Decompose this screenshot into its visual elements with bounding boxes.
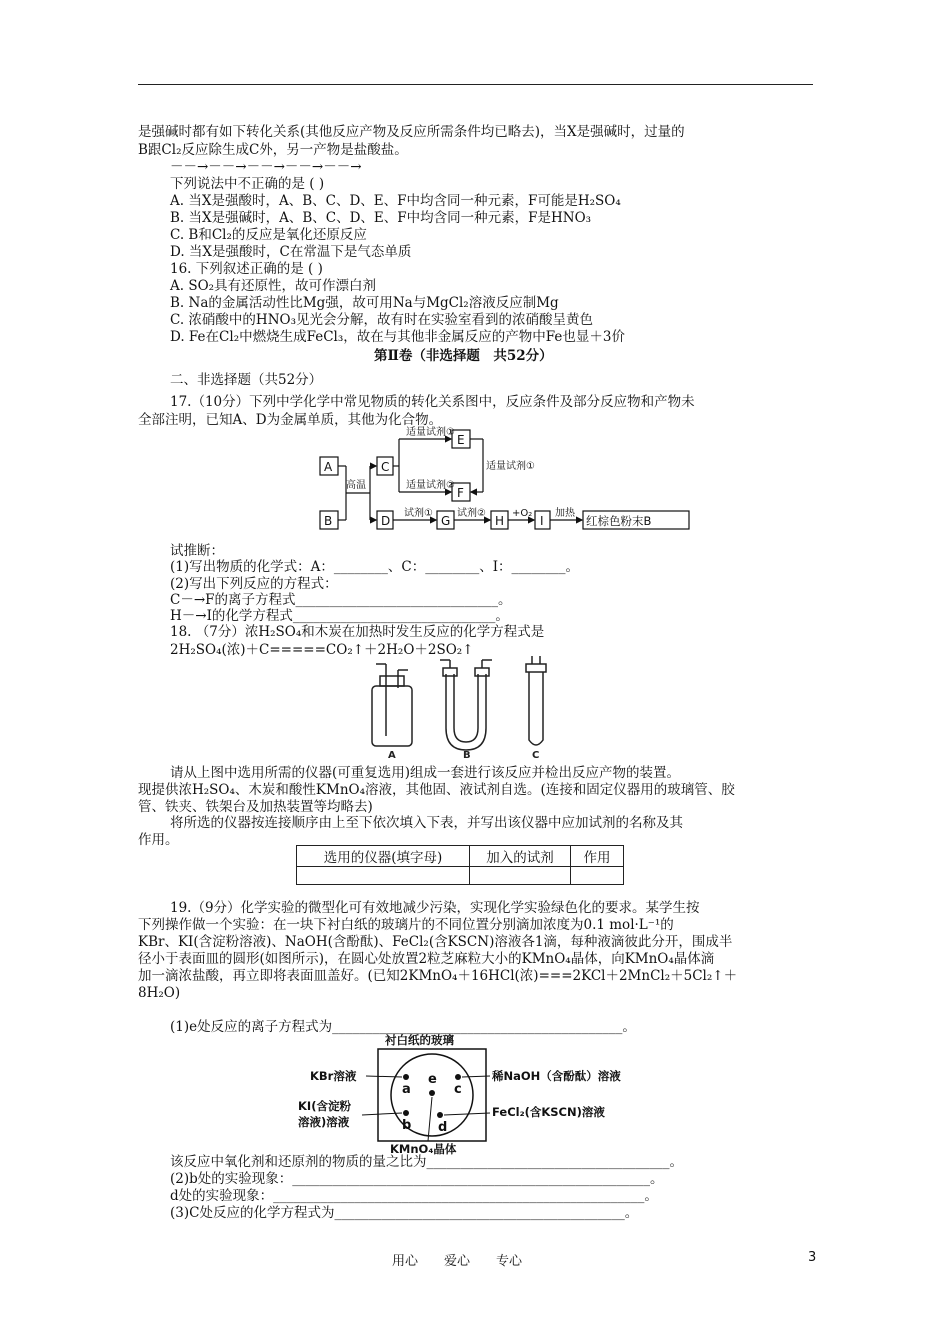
q19-part-3: (3)C处反应的化学方程式为___________________________________________。	[170, 1205, 639, 1221]
apparatus-label-a: A	[388, 750, 396, 760]
flow-label-shiji2: 试剂②	[457, 508, 486, 519]
apparatus-label-b: B	[463, 750, 471, 760]
flow-label-reagent2: 适量试剂②	[406, 480, 455, 491]
q19-line-1: 19.（9分）化学实验的微型化可有效地减少污染，实现化学实验绿色化的要求。某学生按	[170, 900, 700, 916]
fig-label-kmno4: KMnO₄晶体	[390, 1142, 457, 1155]
section2-heading: 二、非选择题（共52分）	[170, 372, 323, 388]
q15-intro-2: B跟Cl₂反应除生成C外，另一产物是盐酸盐。	[138, 142, 408, 158]
flow-b: B	[324, 514, 333, 528]
flow-product: 红棕色粉末B	[586, 514, 652, 528]
drop-label-d: d	[438, 1120, 448, 1135]
q18-para-4: 将所选的仪器按连接顺序由上至下依次填入下表，并写出该仪器中应加试剂的名称及其	[170, 815, 683, 831]
flow-c: C	[381, 460, 390, 474]
drop-label-e: e	[428, 1072, 437, 1087]
drop-label-c: c	[454, 1082, 462, 1097]
q19-part-2d: d处的实验现象：_______________________________________________________。	[170, 1188, 658, 1204]
table-cell-blank[interactable]	[571, 867, 624, 885]
q18-line-1: 18. （7分）浓H₂SO₄和木炭在加热时发生反应的化学方程式是	[170, 624, 545, 640]
q19-line-5: 加一滴浓盐酸，再立即将表面皿盖好。(已知2KMnO₄＋16HCl(浓)===2KCl＋2MnCl₂＋5Cl₂↑＋	[138, 968, 738, 984]
fig-label-glass: 衬白纸的玻璃	[385, 1033, 454, 1047]
q18-answer-table	[296, 845, 624, 885]
q15-option-a: A. 当X是强酸时，A、B、C、D、E、F中均含同一种元素，F可能是H₂SO₄	[170, 193, 621, 209]
q16-stem: 16. 下列叙述正确的是 ( )	[170, 261, 323, 277]
q19-line-4: 径小于表面皿的圆形(如图所示)，在圆心处放置2粒芝麻粒大小的KMnO₄晶体，向KMnO₄晶体滴	[138, 951, 715, 967]
q17-part-1: (1)写出物质的化学式：A：________、C：________、I：________。	[170, 559, 580, 575]
flow-label-jiare: 加热	[555, 508, 575, 519]
q17-part-2a: C－→F的离子方程式______________________________。	[170, 592, 512, 608]
q17-flow-diagram	[318, 424, 693, 534]
q18-para-2: 现提供浓H₂SO₄、木炭和酸性KMnO₄溶液，其他固、液试剂自选。(连接和固定仪器用的玻璃管、胶	[138, 782, 735, 798]
q17-line-2: 全部注明，已知A、D为金属单质，其他为化合物。	[138, 412, 443, 428]
q15-stem: 下列说法中不正确的是 ( )	[170, 176, 325, 192]
flow-g: G	[441, 514, 451, 528]
fig-label-ki-1: KI(含淀粉	[298, 1099, 351, 1113]
q17-infer: 试推断：	[170, 543, 224, 559]
footer-motto: 用心 爱心 专心	[392, 1254, 523, 1269]
flow-label-reagent1-right: 适量试剂①	[486, 461, 535, 472]
q15-chain-arrows: －－→－－→－－→－－→－－→	[170, 159, 362, 175]
flow-label-reagent1: 适量试剂①	[406, 427, 455, 438]
flow-h: H	[495, 514, 505, 528]
part2-title: 第Ⅱ卷（非选择题 共52分）	[374, 348, 553, 364]
table-header-reagent: 加入的试剂	[470, 846, 571, 867]
q19-part-2b: (2)b处的实验现象：_____________________________________________________。	[170, 1171, 664, 1187]
q19-part-1: (1)e处反应的离子方程式为___________________________________________。	[170, 1019, 636, 1035]
flow-label-gaowen: 高温	[346, 480, 366, 491]
drop-label-a: a	[402, 1082, 411, 1097]
flow-i: I	[540, 514, 544, 528]
apparatus-label-c: C	[532, 750, 540, 760]
table-header-instrument: 选用的仪器(填字母)	[297, 846, 470, 867]
table-cell-blank[interactable]	[297, 867, 470, 885]
drop-label-b: b	[402, 1118, 412, 1133]
flow-a: A	[324, 460, 333, 474]
q18-para-1: 请从上图中选用所需的仪器(可重复选用)组成一套进行该反应并检出反应产物的装置。	[170, 765, 681, 781]
q18-apparatus-figure	[366, 656, 586, 760]
q15-option-d: D. 当X是强酸时，C在常温下是气态单质	[170, 244, 412, 260]
q19-ratio: 该反应中氧化剂和还原剂的物质的量之比为____________________________________。	[170, 1154, 683, 1170]
flow-f: F	[457, 486, 464, 500]
flow-label-o2: +O₂	[512, 508, 533, 519]
q17-part-2b: H－→I的化学方程式______________________________。	[170, 608, 509, 624]
table-header-row	[297, 846, 624, 867]
flow-e: E	[457, 433, 465, 447]
q15-option-c: C. B和Cl₂的反应是氧化还原反应	[170, 227, 367, 243]
q16-option-a: A. SO₂具有还原性，故可作漂白剂	[170, 278, 377, 294]
fig-label-kbr: KBr溶液	[310, 1069, 357, 1083]
q19-line-2: 下列操作做一个实验：在一块下衬白纸的玻璃片的不同位置分别滴加浓度为0.1 mol·L⁻¹的	[138, 917, 674, 933]
q17-part-2: (2)写出下列反应的方程式：	[170, 576, 338, 592]
flow-d: D	[381, 514, 391, 528]
q18-para-3: 管、铁夹、铁架台及加热装置等均略去)	[138, 799, 373, 815]
fig-label-ki-2: 溶液)溶液	[298, 1115, 350, 1129]
q19-watch-glass-figure	[290, 1033, 690, 1155]
table-row	[297, 867, 624, 885]
q19-line-6: 8H₂O)	[138, 985, 181, 1001]
table-cell-blank[interactable]	[470, 867, 571, 885]
q19-line-3: KBr、KI(含淀粉溶液)、NaOH(含酚酞)、FeCl₂(含KSCN)溶液各1滴，每种液滴彼此分开，围成半	[138, 934, 733, 950]
q18-para-5: 作用。	[138, 832, 179, 848]
flow-label-shiji1: 试剂①	[404, 508, 433, 519]
q16-option-b: B. Na的金属活动性比Mg强，故可用Na与MgCl₂溶液反应制Mg	[170, 295, 559, 311]
q15-option-b: B. 当X是强碱时，A、B、C、D、E、F中均含同一种元素，F是HNO₃	[170, 210, 592, 226]
q17-line-1: 17.（10分）下列中学化学中常见物质的转化关系图中，反应条件及部分反应物和产物未	[170, 394, 695, 410]
q16-option-d: D. Fe在Cl₂中燃烧生成FeCl₃，故在与其他非金属反应的产物中Fe也显＋3价	[170, 329, 625, 345]
table-header-purpose: 作用	[571, 846, 624, 867]
fig-label-fecl2: FeCl₂(含KSCN)溶液	[492, 1105, 605, 1119]
header-rule	[138, 84, 813, 85]
q18-equation: 2H₂SO₄(浓)＋C=====CO₂↑＋2H₂O＋2SO₂↑	[170, 642, 474, 658]
page-number: 3	[808, 1250, 817, 1265]
q16-option-c: C. 浓硝酸中的HNO₃见光会分解，故有时在实验室看到的浓硝酸呈黄色	[170, 312, 593, 328]
fig-label-naoh: 稀NaOH（含酚酞）溶液	[492, 1069, 621, 1083]
q15-intro-1: 是强碱时都有如下转化关系(其他反应产物及反应所需条件均已略去)，当X是强碱时，过量的	[138, 124, 685, 140]
